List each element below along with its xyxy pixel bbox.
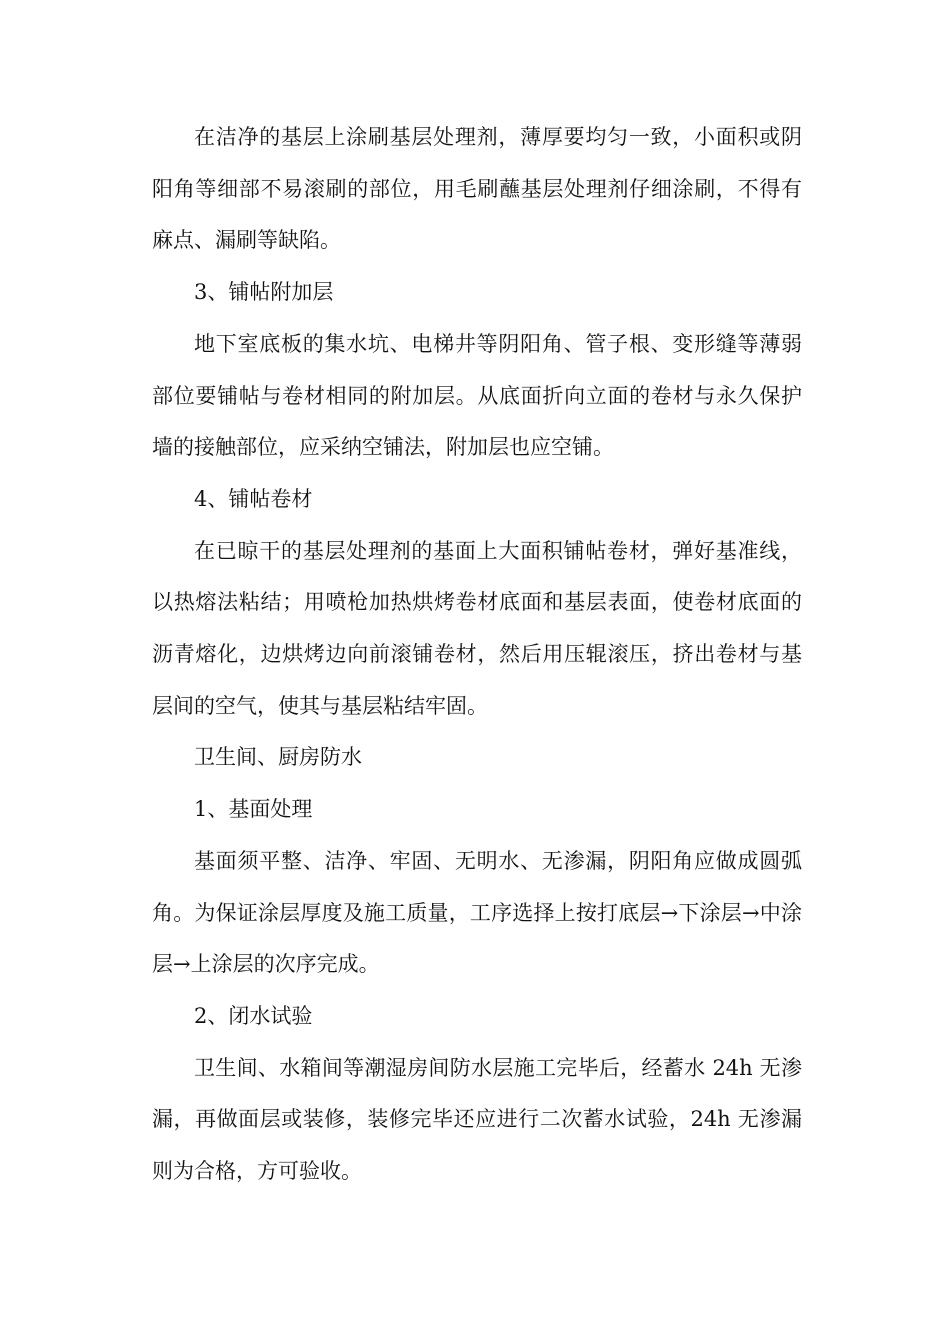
- heading-4-lay-membrane: 4、铺帖卷材: [194, 486, 313, 511]
- paragraph-water-test: 卫生间、水箱间等潮湿房间防水层施工完毕后，经蓄水 24h 无渗漏，再做面层或装修，装修完毕还应进行二次蓄水试验，24h 无渗漏则为合格，方可验收。: [152, 1055, 802, 1184]
- section-heading-bathroom-kitchen: 卫生间、厨房防水: [194, 745, 362, 770]
- heading-1-base-treatment: 1、基面处理: [194, 797, 313, 822]
- paragraph-base-coat: 在洁净的基层上涂刷基层处理剂，薄厚要均匀一致，小面积或阴阳角等细部不易滚刷的部位，用毛刷蘸基层处理剂仔细涂刷，不得有麻点、漏刷等缺陷。: [152, 125, 802, 253]
- heading-2-water-test: 2、闭水试验: [194, 1003, 313, 1028]
- paragraph-lay-membrane: 在已晾干的基层处理剂的基面上大面积铺帖卷材，弹好基准线，以热熔法粘结；用喷枪加热烘烤卷材底面和基层表面，使卷材底面的沥青熔化，边烘烤边向前滚铺卷材，然后用压辊滚压，挤出卷材与基层间的空气，使其与基层粘结牢固。: [152, 538, 802, 718]
- document-body: [152, 112, 802, 1198]
- paragraph-additional-layer: 地下室底板的集水坑、电梯井等阴阳角、管子根、变形缝等薄弱部位要铺帖与卷材相同的附加层。从底面折向立面的卷材与永久保护墙的接触部位，应采纳空铺法，附加层也应空铺。: [152, 331, 802, 460]
- paragraph-base-treatment: 基面须平整、洁净、牢固、无明水、无渗漏，阴阳角应做成圆弧角。为保证涂层厚度及施工质量，工序选择上按打底层→下涂层→中涂层→上涂层的次序完成。: [152, 848, 802, 977]
- heading-3-additional-layer: 3、铺帖附加层: [194, 280, 334, 305]
